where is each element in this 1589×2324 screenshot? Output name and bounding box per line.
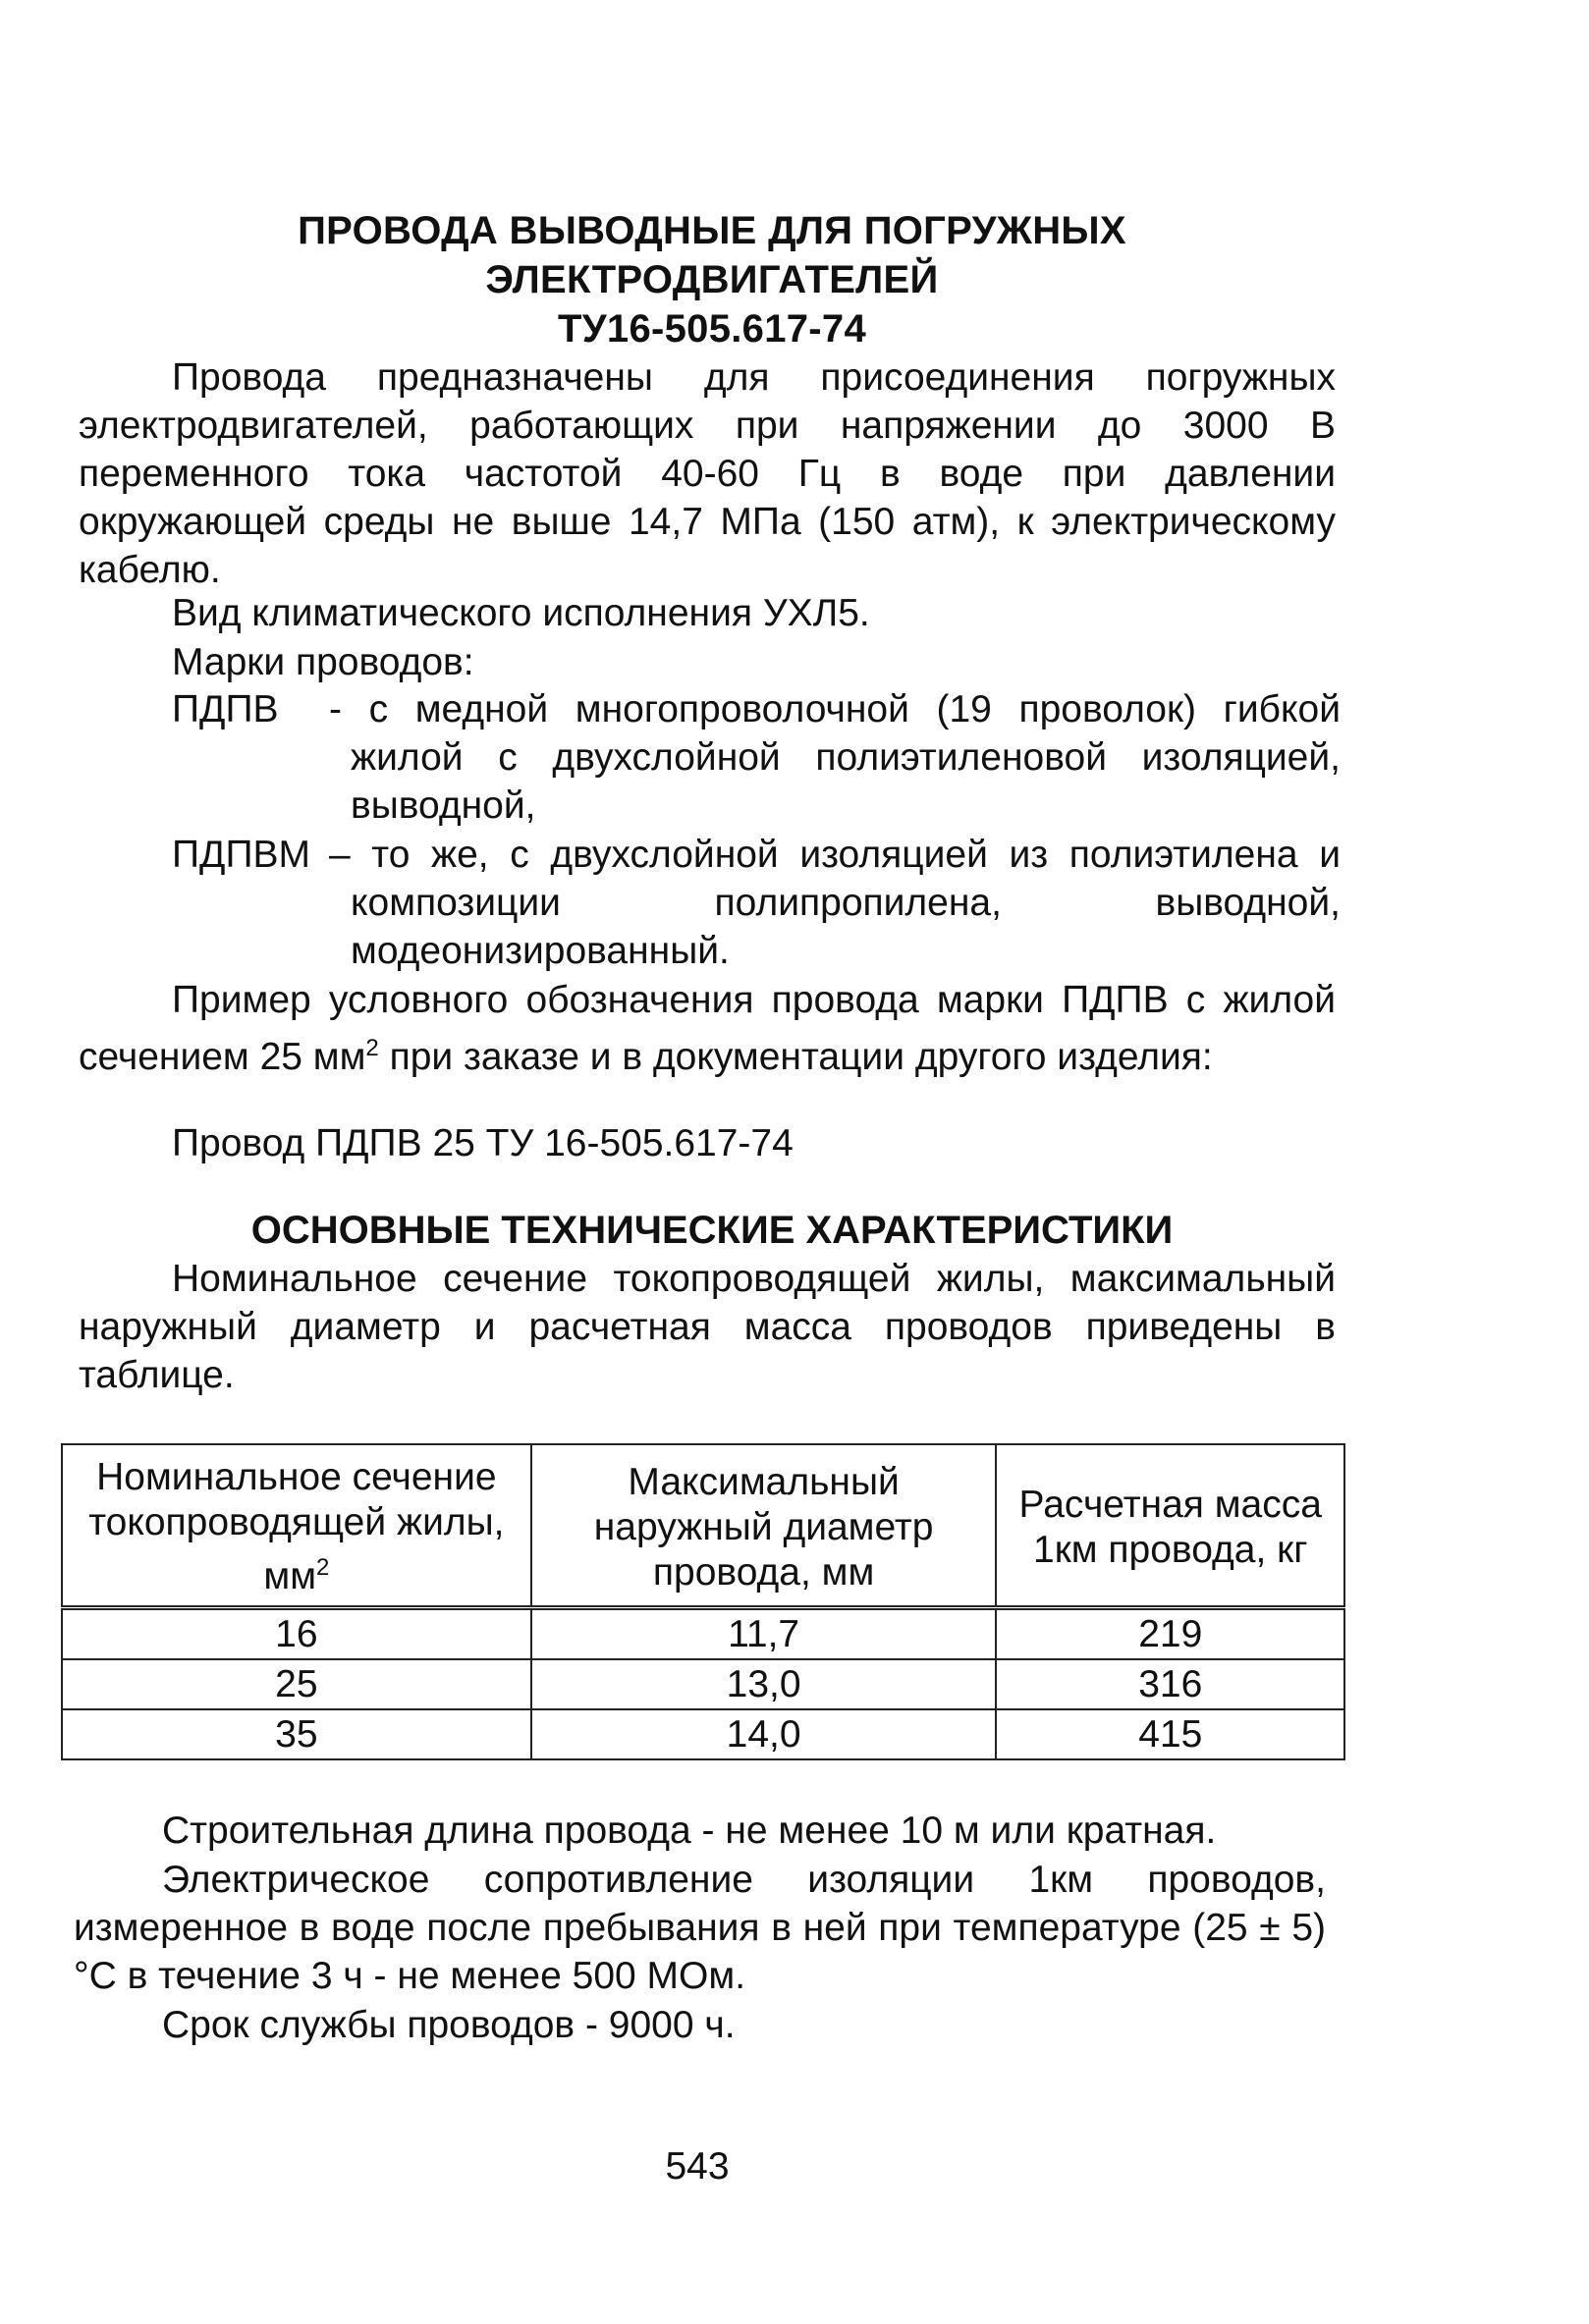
length-note: Строительная длина провода - не менее 10 м или кратная.: [162, 1810, 1217, 1852]
climate-paragraph: Вид климатического исполнения УХЛ5.: [172, 592, 870, 634]
column-header: Номинальное сечение токопроводящей жилы, $мм^2$: [62, 1444, 531, 1608]
mark-description: - с медной многопроволочной (19 проволок) гибкой жилой с двухслойной полиэтиленовой изоляцией, выводной,: [329, 688, 1341, 827]
spec-table: [61, 1443, 1345, 1760]
table-row: [62, 1659, 1344, 1709]
example-designation: Провод ПДПВ 25 ТУ 16-505.617-74: [172, 1122, 794, 1164]
table-cell: 16: [62, 1608, 531, 1660]
superscript: 2: [365, 1035, 379, 1061]
table-cell: 25: [62, 1659, 531, 1709]
marks-label: Марки проводов:: [172, 641, 474, 683]
table-row: [62, 1608, 1344, 1660]
page-number: 543: [665, 2145, 730, 2188]
table-cell: 13,0: [531, 1659, 997, 1709]
specs-intro-paragraph: Номинальное сечение токопроводящей жилы, максимальный наружный диаметр и расчетная масса проводов приведены в таблице.: [79, 1258, 1336, 1396]
title-line-2: ЭЛЕКТРОДВИГАТЕЛЕЙ: [485, 258, 939, 301]
title-line-3: ТУ16-505.617-74: [557, 307, 867, 351]
column-header: Расчетная масса 1км провода, кг: [996, 1444, 1344, 1608]
table-cell: 11,7: [531, 1608, 997, 1660]
service-life-note: Срок службы проводов - 9000 ч.: [162, 2004, 736, 2046]
superscript: 2: [316, 1554, 330, 1581]
table-cell: 415: [996, 1709, 1344, 1759]
mark-code: ПДПВМ: [172, 834, 310, 876]
table-cell: 14,0: [531, 1709, 997, 1759]
table-cell: 35: [62, 1709, 531, 1759]
mark-description: – то же, с двухслойной изоляцией из полиэтилена и композиции полипропилена, выводной, модеонизированный.: [329, 834, 1341, 972]
mark-code: ПДПВ: [172, 688, 279, 730]
resistance-note: Электрическое сопротивление изоляции 1км проводов, измеренное в воде после пребывания в ней при температуре (25 ± 5)°С в течение 3 ч - не менее 500 МОм.: [74, 1859, 1326, 1997]
example-text-start: Пример условного обозначения провода марки ПДПВ с жилой сечением 25 мм: [79, 979, 1336, 1078]
table-header-row: [62, 1444, 1344, 1608]
table-row: [62, 1709, 1344, 1759]
column-header: Максимальный наружный диаметр провода, мм: [531, 1444, 997, 1608]
purpose-paragraph: Провода предназначены для присоединения погружных электродвигателей, работающих при напряжении до 3000 В переменного тока частотой 40-60 Гц в воде при давлении окружающей среды не выше 14,7 МПа (150 атм), к электрическому кабелю.: [79, 356, 1336, 591]
section-heading: ОСНОВНЫЕ ТЕХНИЧЕСКИЕ ХАРАКТЕРИСТИКИ: [250, 1209, 1174, 1252]
table-cell: 316: [996, 1659, 1344, 1709]
example-paragraph: [79, 976, 1336, 1081]
table-cell: 219: [996, 1608, 1344, 1660]
title-line-1: ПРОВОДА ВЫВОДНЫЕ ДЛЯ ПОГРУЖНЫХ: [298, 209, 1126, 252]
example-text-end: при заказе и в документации другого изделия:: [378, 1036, 1213, 1078]
